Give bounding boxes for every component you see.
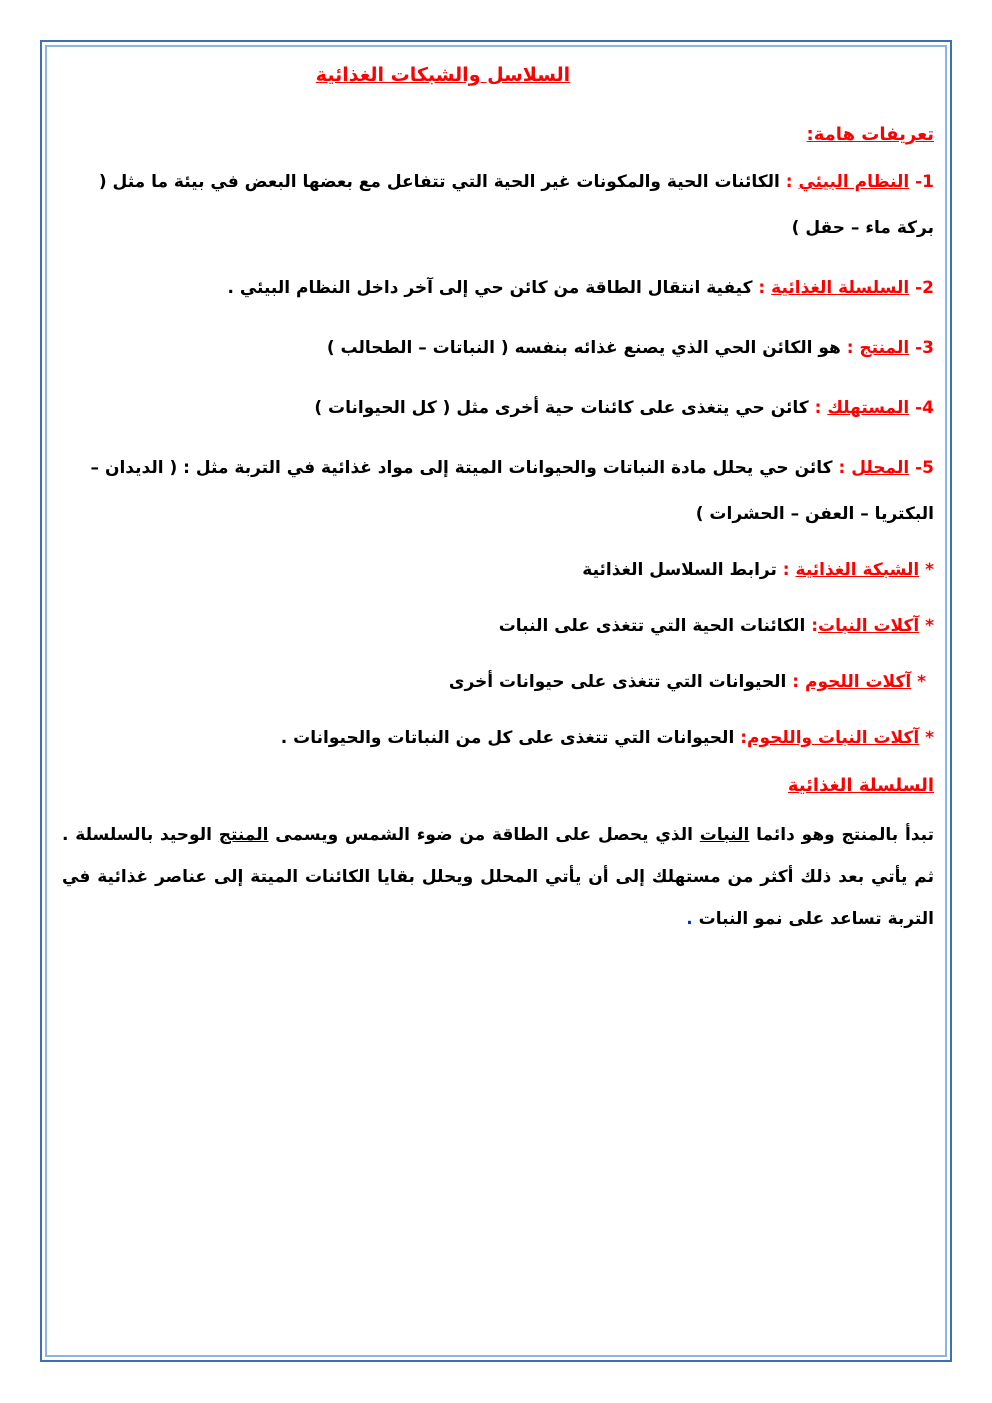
definition-text: كائن حي يتغذى على كائنات حية أخرى مثل ( كل الحيوانات ) (314, 398, 809, 418)
star-item-carnivores (62, 659, 934, 705)
definition-separator: : (779, 172, 799, 192)
definition-text: هو الكائن الحي الذي يصنع غذائه بنفسه ( النباتات – الطحالب ) (326, 338, 841, 358)
star-separator: : (734, 728, 747, 748)
definition-term: المحلل (851, 458, 910, 478)
definitions-heading-text: تعريفات هامة: (806, 124, 934, 145)
page-title (62, 64, 934, 86)
chain-text-part-3: الوحيد بالسلسلة . ثم يأتي بعد ذلك أكثر من مستهلك إلى أن يأتي المحلل ويحلل بقايا الكائنات الميتة إلى عناصر غذائية في التربة تساعد على نمو النبات (62, 825, 934, 929)
star-item-herbivores (62, 603, 934, 649)
star-term: آكلات النبات (818, 616, 920, 636)
definition-text: الكائنات الحية والمكونات غير الحية التي تتفاعل مع بعضها البعض في بيئة ما مثل ( بركة ماء – حقل ) (98, 172, 934, 238)
chain-underlined-plant: النبات (699, 825, 750, 845)
definition-number: 1- (915, 172, 934, 192)
definitions-heading (62, 124, 934, 145)
definition-separator: : (752, 278, 772, 298)
star-text: الحيوانات التي تتغذى على حيوانات أخرى (448, 672, 787, 692)
star-text: الكائنات الحية التي تتغذى على النبات (498, 616, 806, 636)
star-item-food-web (62, 547, 934, 593)
definition-text: كائن حي يحلل مادة النباتات والحيوانات الميتة إلى مواد غذائية في التربة مثل : ( الديدان – البكتريا – العفن – الحشرات ) (90, 458, 934, 524)
star-bullet: * (919, 728, 934, 748)
definition-number: 5- (915, 458, 934, 478)
page-title-text: السلاسل والشبكات الغذائية (315, 64, 571, 86)
definition-text: كيفية انتقال الطاقة من كائن حي إلى آخر داخل النظام البيئي . (227, 278, 753, 298)
chain-text-part-1: تبدأ بالمنتج وهو دائما (749, 825, 934, 845)
star-term: آكلات اللحوم (805, 672, 912, 692)
definition-term: المستهلك (827, 398, 910, 418)
definition-5 (62, 445, 934, 537)
star-term: آكلات النبات واللحوم (747, 728, 920, 748)
chain-paragraph (62, 814, 934, 940)
star-separator: : (776, 560, 796, 580)
star-bullet: * (911, 672, 926, 692)
star-term: الشبكة الغذائية (795, 560, 920, 580)
definition-number: 4- (915, 398, 934, 418)
definition-term: السلسلة الغذائية (771, 278, 910, 298)
definition-4 (62, 385, 934, 431)
star-item-omnivores (62, 715, 934, 761)
chain-text-part-2: الذي يحصل على الطاقة من ضوء الشمس ويسمى (268, 825, 700, 845)
chain-underlined-producer: المنتج (218, 825, 269, 845)
chain-heading (62, 775, 934, 796)
star-bullet: * (919, 616, 934, 636)
chain-heading-text: السلسلة الغذائية (787, 775, 934, 796)
star-separator: : (805, 616, 818, 636)
definition-separator: : (840, 338, 860, 358)
definition-term: المنتج (859, 338, 910, 358)
star-separator: : (786, 672, 806, 692)
definition-1 (62, 159, 934, 251)
star-bullet: * (919, 560, 934, 580)
document-body (62, 52, 934, 940)
chain-end-period: . (686, 909, 693, 929)
definition-separator: : (832, 458, 852, 478)
definition-number: 2- (915, 278, 934, 298)
definition-term: النظام البيئي (798, 172, 910, 192)
definition-3 (62, 325, 934, 371)
definition-number: 3- (915, 338, 934, 358)
star-text: الحيوانات التي تتغذى على كل من النباتات والحيوانات . (280, 728, 735, 748)
definition-2 (62, 265, 934, 311)
definition-separator: : (808, 398, 828, 418)
star-text: ترابط السلاسل الغذائية (582, 560, 777, 580)
